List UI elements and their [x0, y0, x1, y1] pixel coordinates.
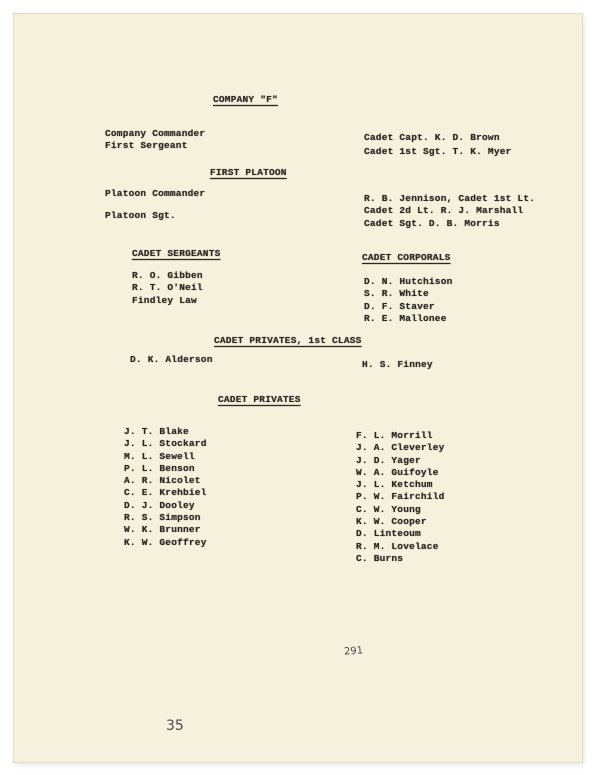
list-item: R. M. Lovelace — [356, 540, 439, 552]
platoon-name: R. B. Jennison, Cadet 1st Lt. — [364, 193, 536, 204]
list-item: D. J. Dooley — [124, 499, 195, 511]
list-item: S. R. White — [364, 288, 429, 300]
privates-first-class-right: H. S. Finney — [362, 359, 433, 370]
platoon-sgt-label: Platoon Sgt. — [105, 210, 176, 221]
platoon-name: Cadet 2d Lt. R. J. Marshall — [364, 205, 524, 217]
privates-first-class-left: D. K. Alderson — [130, 354, 213, 365]
list-item: D. Linteoum — [356, 528, 421, 540]
first-platoon-heading: FIRST PLATOON — [210, 167, 287, 178]
list-item: J. T. Blake — [124, 426, 189, 437]
handwritten-note: 291 — [343, 645, 364, 658]
list-item: J. A. Cleverley — [356, 442, 445, 454]
first-sergeant-name: Cadet 1st Sgt. T. K. Myer — [364, 146, 512, 157]
list-item: D. N. Hutchison — [364, 276, 453, 287]
list-item: R. T. O'Neil — [132, 282, 203, 294]
list-item: C. W. Young — [356, 503, 421, 515]
platoon-names — [364, 193, 535, 230]
company-commander-name: Cadet Capt. K. D. Brown — [364, 132, 500, 143]
cadet-corporals-heading: CADET CORPORALS — [362, 252, 451, 263]
list-item: J. L. Ketchum — [356, 479, 433, 491]
list-item: P. W. Fairchild — [356, 491, 445, 503]
list-item: C. E. Krehbiel — [124, 487, 207, 499]
list-item: Findley Law — [132, 294, 197, 306]
list-item: P. L. Benson — [124, 462, 195, 474]
first-sergeant-label: First Sergeant — [105, 140, 188, 151]
handwritten-page-number: 35 — [166, 718, 184, 734]
list-item: R. S. Simpson — [124, 512, 201, 524]
list-item: J. L. Stockard — [124, 438, 207, 450]
list-item: K. W. Geoffrey — [124, 536, 207, 548]
cadet-privates-left-list — [124, 426, 207, 549]
privates-first-class-heading: CADET PRIVATES, 1st CLASS — [214, 335, 362, 346]
list-item: K. W. Cooper — [356, 516, 427, 528]
list-item: C. Burns — [356, 552, 404, 564]
cadet-privates-heading: CADET PRIVATES — [218, 394, 301, 405]
list-item: W. K. Brunner — [124, 524, 201, 536]
list-item: J. D. Yager — [356, 454, 421, 466]
document-page — [14, 14, 582, 762]
company-title: COMPANY "F" — [213, 94, 278, 105]
list-item: A. R. Nicolet — [124, 475, 201, 487]
list-item: R. E. Mallonee — [364, 312, 447, 324]
list-item: R. O. Gibben — [132, 270, 203, 281]
cadet-corporals-list — [364, 276, 453, 325]
cadet-sergeants-heading: CADET SERGEANTS — [132, 248, 221, 259]
platoon-name: Cadet Sgt. D. B. Morris — [364, 217, 500, 229]
cadet-privates-right-list — [356, 430, 445, 565]
list-item: W. A. Guifoyle — [356, 466, 439, 478]
list-item: F. L. Morrill — [356, 430, 433, 441]
cadet-sergeants-list — [132, 270, 203, 307]
platoon-commander-label: Platoon Commander — [105, 188, 206, 199]
list-item: D. F. Staver — [364, 300, 435, 312]
list-item: M. L. Sewell — [124, 450, 195, 462]
company-commander-label: Company Commander — [105, 128, 206, 139]
